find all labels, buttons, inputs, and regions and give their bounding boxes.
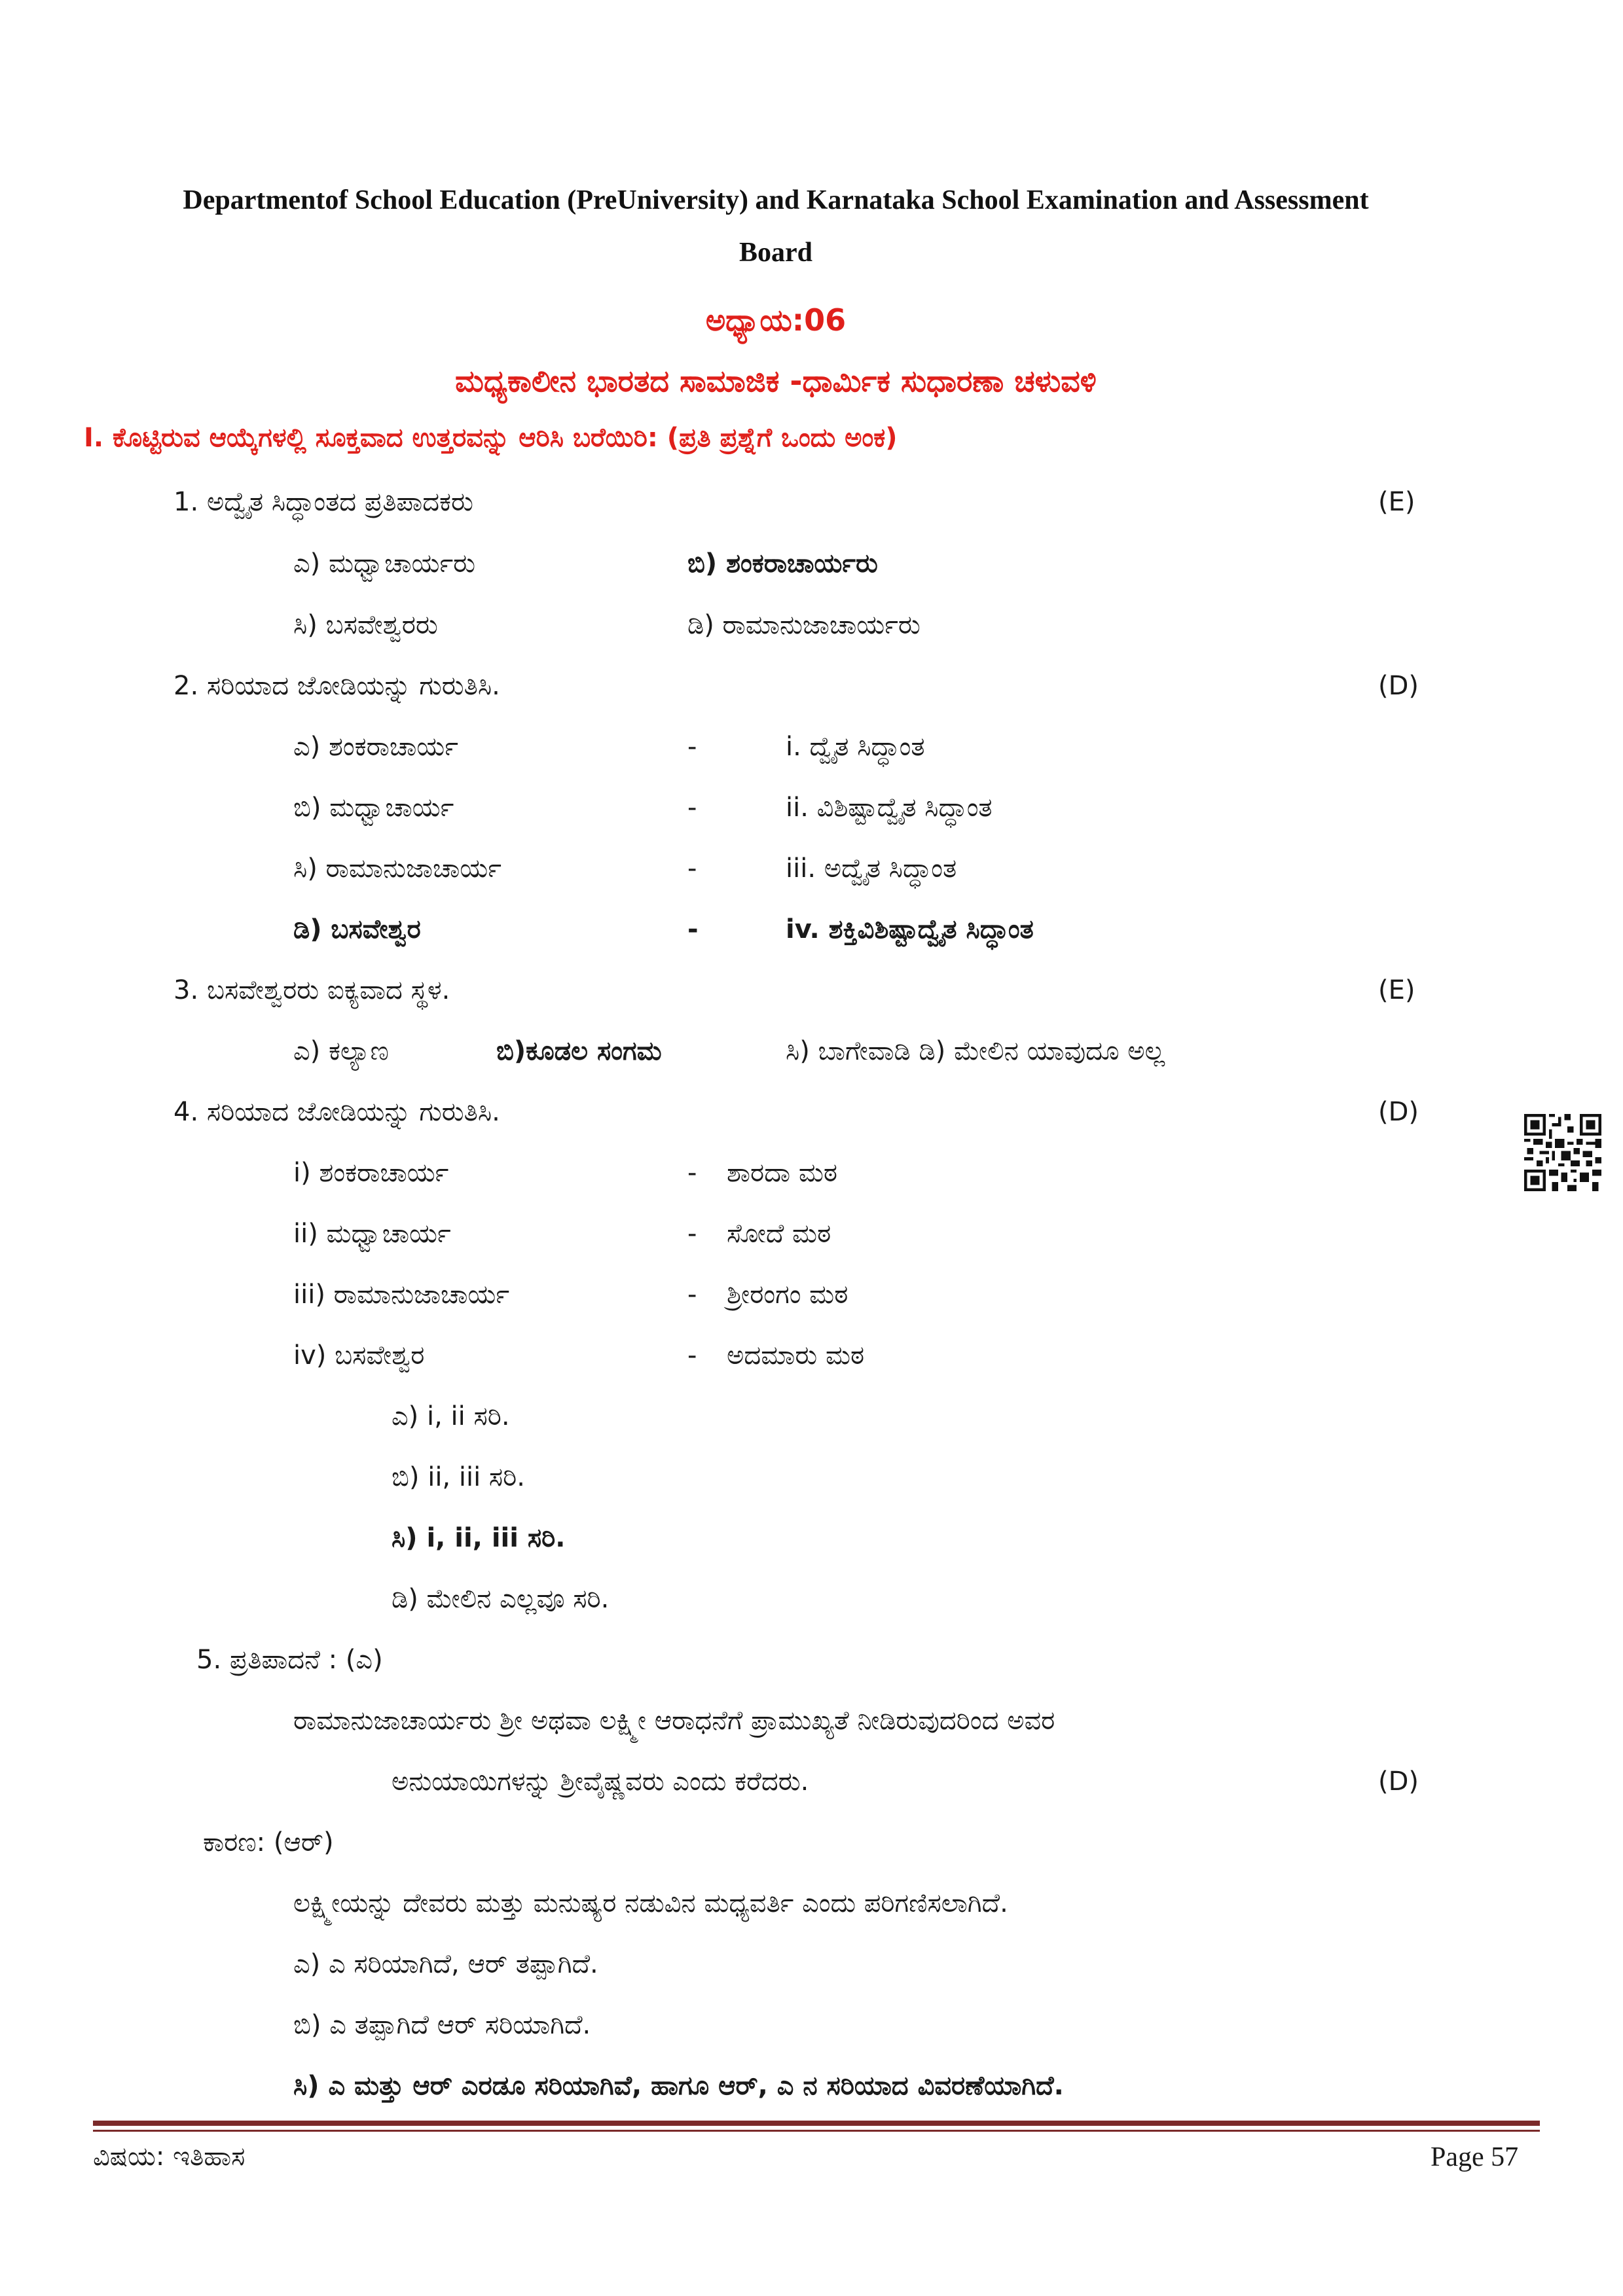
q4-row-left: iii) ರಾಮಾನುಜಾಚಾರ್ಯ [293,1280,510,1310]
q5-assertion-line2: ಅನುಯಾಯಿಗಳನ್ನು ಶ್ರೀವೈಷ್ಣವರು ಎಂದು ಕರೆದರು. [392,1767,809,1797]
q1-option-d: ಡಿ) ರಾಮಾನುಜಾಚಾರ್ಯರು [687,610,921,640]
q2-row-left-answer: ಡಿ) ಬಸವೇಶ್ವರ [293,914,421,944]
q2-row-right-answer: iv. ಶಕ್ತಿವಿಶಿಷ್ಟಾದ್ವೈತ ಸಿದ್ಧಾಂತ [786,914,1034,944]
q2-row-right: ii. ವಿಶಿಷ್ಟಾದ್ವೈತ ಸಿದ್ಧಾಂತ [786,793,993,823]
footer-page-number: Page 57 [1431,2142,1519,2172]
q2-row-left: ಸಿ) ರಾಮಾನುಜಾಚಾರ್ಯ [293,853,501,884]
q5-option-b: ಬಿ) ಎ ತಪ್ಪಾಗಿದೆ ಆರ್ ಸರಿಯಾಗಿದೆ. [293,2010,591,2040]
q4-row-left: i) ಶಂಕರಾಚಾರ್ಯ [293,1158,449,1188]
board-header-line1: Departmentof School Education (PreUniversity) and Karnataka School Examination and Assessment [183,185,1369,215]
q4-row-right: ಶ್ರೀರಂಗಂ ಮಠ [727,1280,848,1310]
q2-row-dash: - [687,732,697,762]
q2-row-right: iii. ಅದ್ವೈತ ಸಿದ್ಧಾಂತ [786,853,957,884]
chapter-title: ಮಧ್ಯಕಾಲೀನ ಭಾರತದ ಸಾಮಾಜಿಕ -ಧಾರ್ಮಿಕ ಸುಧಾರಣಾ ಚಳುವಳಿ [455,363,1097,399]
q4-row-dash: - [687,1219,697,1249]
q4-row-right: ಶಾರದಾ ಮಠ [727,1158,838,1188]
q5-option-c-answer: ಸಿ) ಎ ಮತ್ತು ಆರ್ ಎರಡೂ ಸರಿಯಾಗಿವೆ, ಹಾಗೂ ಆರ್, ಎ ನ ಸರಿಯಾದ ವಿವರಣೆಯಾಗಿದೆ. [293,2071,1064,2101]
q4-row-dash: - [687,1280,697,1310]
q4-row-right: ಸೋದೆ ಮಠ [727,1219,831,1249]
question-5-mark: (D) [1378,1767,1419,1797]
q2-row-left: ಎ) ಶಂಕರಾಚಾರ್ಯ [293,732,458,762]
question-1: 1. ಅದ್ವೈತ ಸಿದ್ಧಾಂತದ ಪ್ರತಿಪಾದಕರು [173,487,473,517]
q4-option-c-answer: ಸಿ) i, ii, iii ಸರಿ. [392,1523,566,1553]
q2-row-right: i. ದ್ವೈತ ಸಿದ್ಧಾಂತ [786,732,925,762]
q2-row-dash: - [687,853,697,884]
q3-option-c-d: ಸಿ) ಬಾಗೇವಾಡಿ ಡಿ) ಮೇಲಿನ ಯಾವುದೂ ಅಲ್ಲ [786,1036,1165,1066]
q4-row-right: ಅದಮಾರು ಮಠ [727,1340,865,1371]
q4-row-left: ii) ಮಧ್ವಾಚಾರ್ಯ [293,1219,451,1249]
question-3-mark: (E) [1378,975,1415,1005]
q1-option-a: ಎ) ಮಧ್ವಾಚಾರ್ಯರು [293,548,476,579]
q4-row-dash: - [687,1158,697,1188]
q4-row-dash: - [687,1340,697,1371]
question-2: 2. ಸರಿಯಾದ ಜೋಡಿಯನ್ನು ಗುರುತಿಸಿ. [173,671,500,701]
q4-option-a: ಎ) i, ii ಸರಿ. [392,1401,510,1431]
q4-option-b: ಬಿ) ii, iii ಸರಿ. [392,1462,525,1492]
question-4-mark: (D) [1378,1097,1419,1127]
q4-option-d: ಡಿ) ಮೇಲಿನ ಎಲ್ಲವೂ ಸರಿ. [392,1584,610,1614]
q5-assertion-line1: ರಾಮಾನುಜಾಚಾರ್ಯರು ಶ್ರೀ ಅಥವಾ ಲಕ್ಷ್ಮೀ ಆರಾಧನೆಗೆ ಪ್ರಾಮುಖ್ಯತೆ ನೀಡಿರುವುದರಿಂದ ಅವರ [293,1706,1055,1736]
q2-row-left: ಬಿ) ಮಧ್ವಾಚಾರ್ಯ [293,793,454,823]
question-2-mark: (D) [1378,671,1419,701]
footer-subject: ವಿಷಯ: ಇತಿಹಾಸ [93,2142,246,2172]
q5-option-a: ಎ) ಎ ಸರಿಯಾಗಿದೆ, ಆರ್ ತಪ್ಪಾಗಿದೆ. [293,1949,598,1979]
qr-code-icon [1524,1114,1601,1191]
q5-reason-label: ಕಾರಣ: (ಆರ್) [203,1827,334,1857]
q1-option-b-answer: ಬಿ) ಶಂಕರಾಚಾರ್ಯರು [687,548,878,579]
question-1-mark: (E) [1378,487,1415,517]
question-4: 4. ಸರಿಯಾದ ಜೋಡಿಯನ್ನು ಗುರುತಿಸಿ. [173,1097,500,1127]
q2-row-dash: - [687,793,697,823]
section-heading: I. ಕೊಟ್ಟಿರುವ ಆಯ್ಕೆಗಳಲ್ಲಿ ಸೂಕ್ತವಾದ ಉತ್ತರವನ್ನು ಆರಿಸಿ ಬರೆಯಿರಿ: (ಪ್ರತಿ ಪ್ರಶ್ನೆಗೆ ಒಂದು ಅಂಕ) [84,423,898,453]
footer-rule-thin [93,2130,1540,2132]
q3-option-a: ಎ) ಕಲ್ಯಾಣ [293,1036,389,1066]
board-header-line2: Board [739,238,812,268]
chapter-number: ಅಧ್ಯಾಯ:06 [705,302,847,338]
q1-option-c: ಸಿ) ಬಸವೇಶ್ವರರು [293,610,438,640]
question-3: 3. ಬಸವೇಶ್ವರರು ಐಕ್ಯವಾದ ಸ್ಥಳ. [173,975,450,1005]
question-5-assertion-label: 5. ಪ್ರತಿಪಾದನೆ : (ಎ) [196,1645,383,1675]
q4-row-left: iv) ಬಸವೇಶ್ವರ [293,1340,425,1371]
footer-rule-thick [93,2121,1540,2126]
q3-option-b-answer: ಬಿ)ಕೂಡಲ ಸಂಗಮ [496,1036,662,1066]
q2-row-dash: - [687,914,699,944]
q5-reason-text: ಲಕ್ಷ್ಮೀಯನ್ನು ದೇವರು ಮತ್ತು ಮನುಷ್ಯರ ನಡುವಿನ ಮಧ್ಯವರ್ತಿ ಎಂದು ಪರಿಗಣಿಸಲಾಗಿದೆ. [293,1888,1008,1918]
